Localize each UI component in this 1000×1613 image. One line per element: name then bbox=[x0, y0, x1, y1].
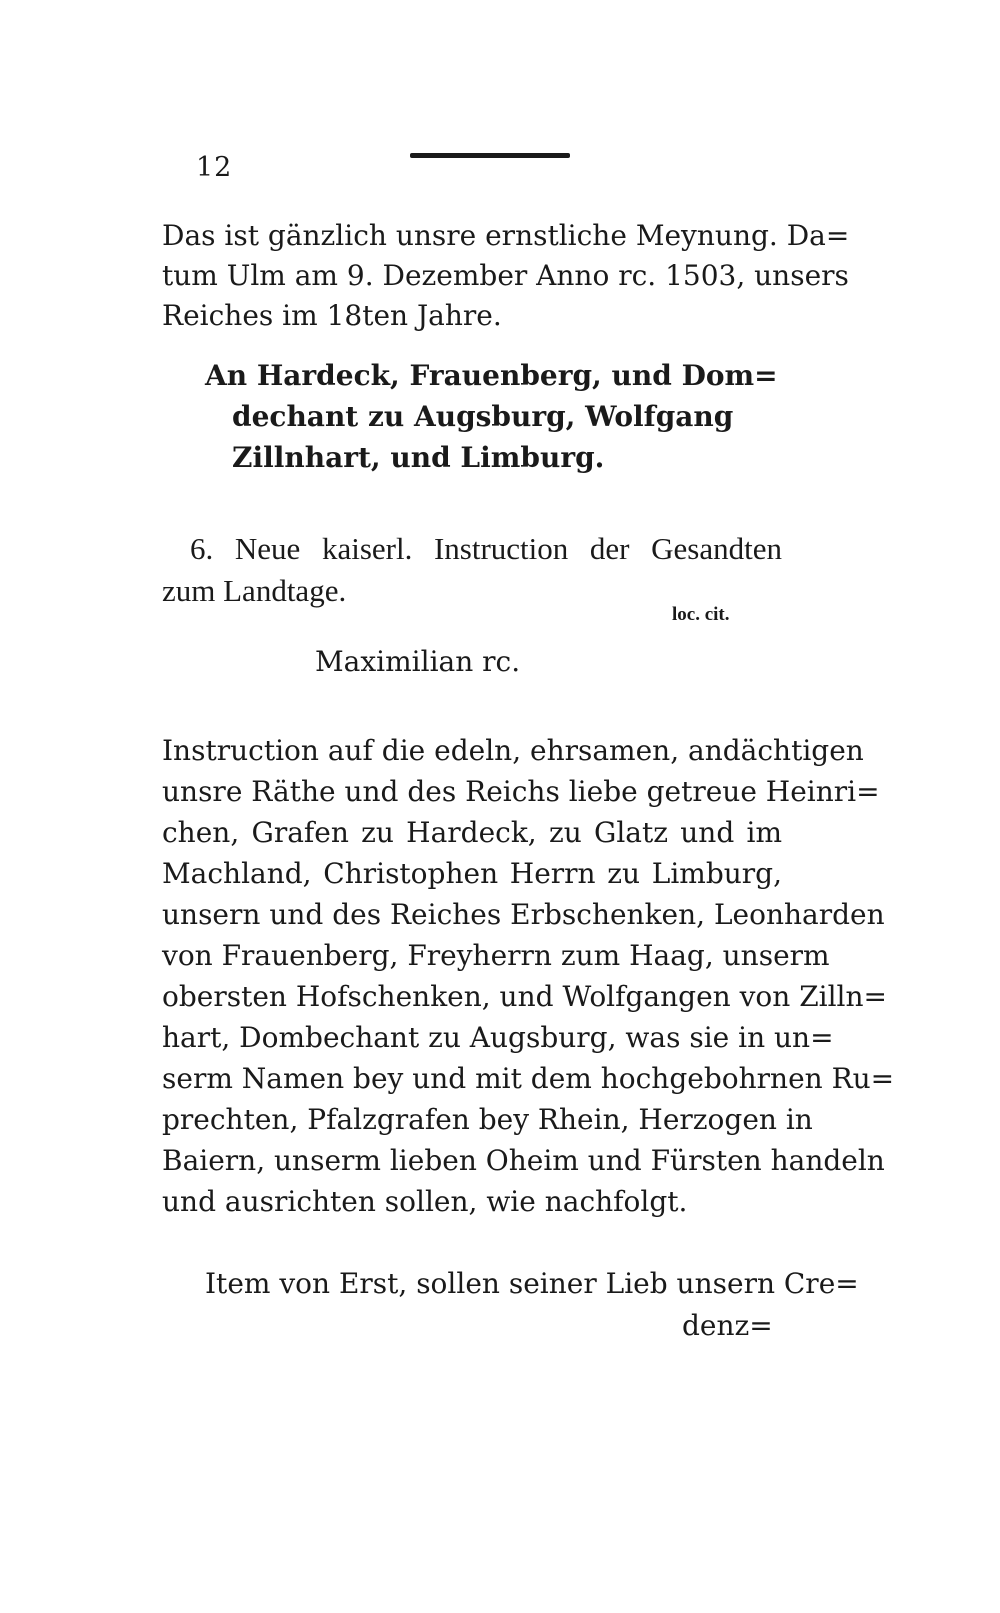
paragraph-line: Reiches im 18ten Jahre. bbox=[162, 299, 502, 332]
instruction-line: von Frauenberg, Freyherrn zum Haag, unserm bbox=[162, 939, 830, 972]
instruction-line: serm Namen bey und mit dem hochgebohrnen Ru= bbox=[162, 1062, 895, 1095]
catchword: denz= bbox=[682, 1309, 773, 1342]
paragraph-line: Das ist gänzlich unsre ernstliche Meynung. Da= bbox=[162, 219, 850, 252]
sender: Maximilian rc. bbox=[315, 645, 521, 678]
address-line: Zillnhart, und Limburg. bbox=[232, 441, 605, 474]
instruction-line: unsern und des Reiches Erbschenken, Leonharden bbox=[162, 898, 885, 931]
instruction-line: obersten Hofschenken, und Wolfgangen von Zilln= bbox=[162, 980, 888, 1013]
instruction-line: und ausrichten sollen, wie nachfolgt. bbox=[162, 1185, 688, 1218]
instruction-line: hart, Dombechant zu Augsburg, was sie in un= bbox=[162, 1021, 834, 1054]
instruction-line: Instruction auf die edeln, ehrsamen, andächtigen bbox=[162, 734, 864, 767]
instruction-line: Machland, Christophen Herrn zu Limburg, bbox=[162, 857, 782, 890]
paragraph-line: tum Ulm am 9. Dezember Anno rc. 1503, unsers bbox=[162, 259, 849, 292]
item-line: Item von Erst, sollen seiner Lieb unsern Cre= bbox=[205, 1267, 859, 1300]
instruction-line: chen, Grafen zu Hardeck, zu Glatz und im bbox=[162, 816, 782, 849]
instruction-line: prechten, Pfalzgrafen bey Rhein, Herzogen in bbox=[162, 1103, 813, 1136]
address-line: An Hardeck, Frauenberg, und Dom= bbox=[205, 359, 778, 392]
reference: loc. cit. bbox=[672, 604, 730, 625]
header-rule bbox=[410, 153, 570, 158]
instruction-line: unsre Räthe und des Reichs liebe getreue Heinri= bbox=[162, 775, 880, 808]
address-line: dechant zu Augsburg, Wolfgang bbox=[232, 400, 734, 433]
section-heading: zum Landtage. bbox=[162, 573, 347, 608]
instruction-line: Baiern, unserm lieben Oheim und Fürsten handeln bbox=[162, 1144, 885, 1177]
section-heading: 6. Neue kaiserl. Instruction der Gesandten bbox=[190, 531, 782, 566]
page-number: 12 bbox=[196, 152, 233, 183]
